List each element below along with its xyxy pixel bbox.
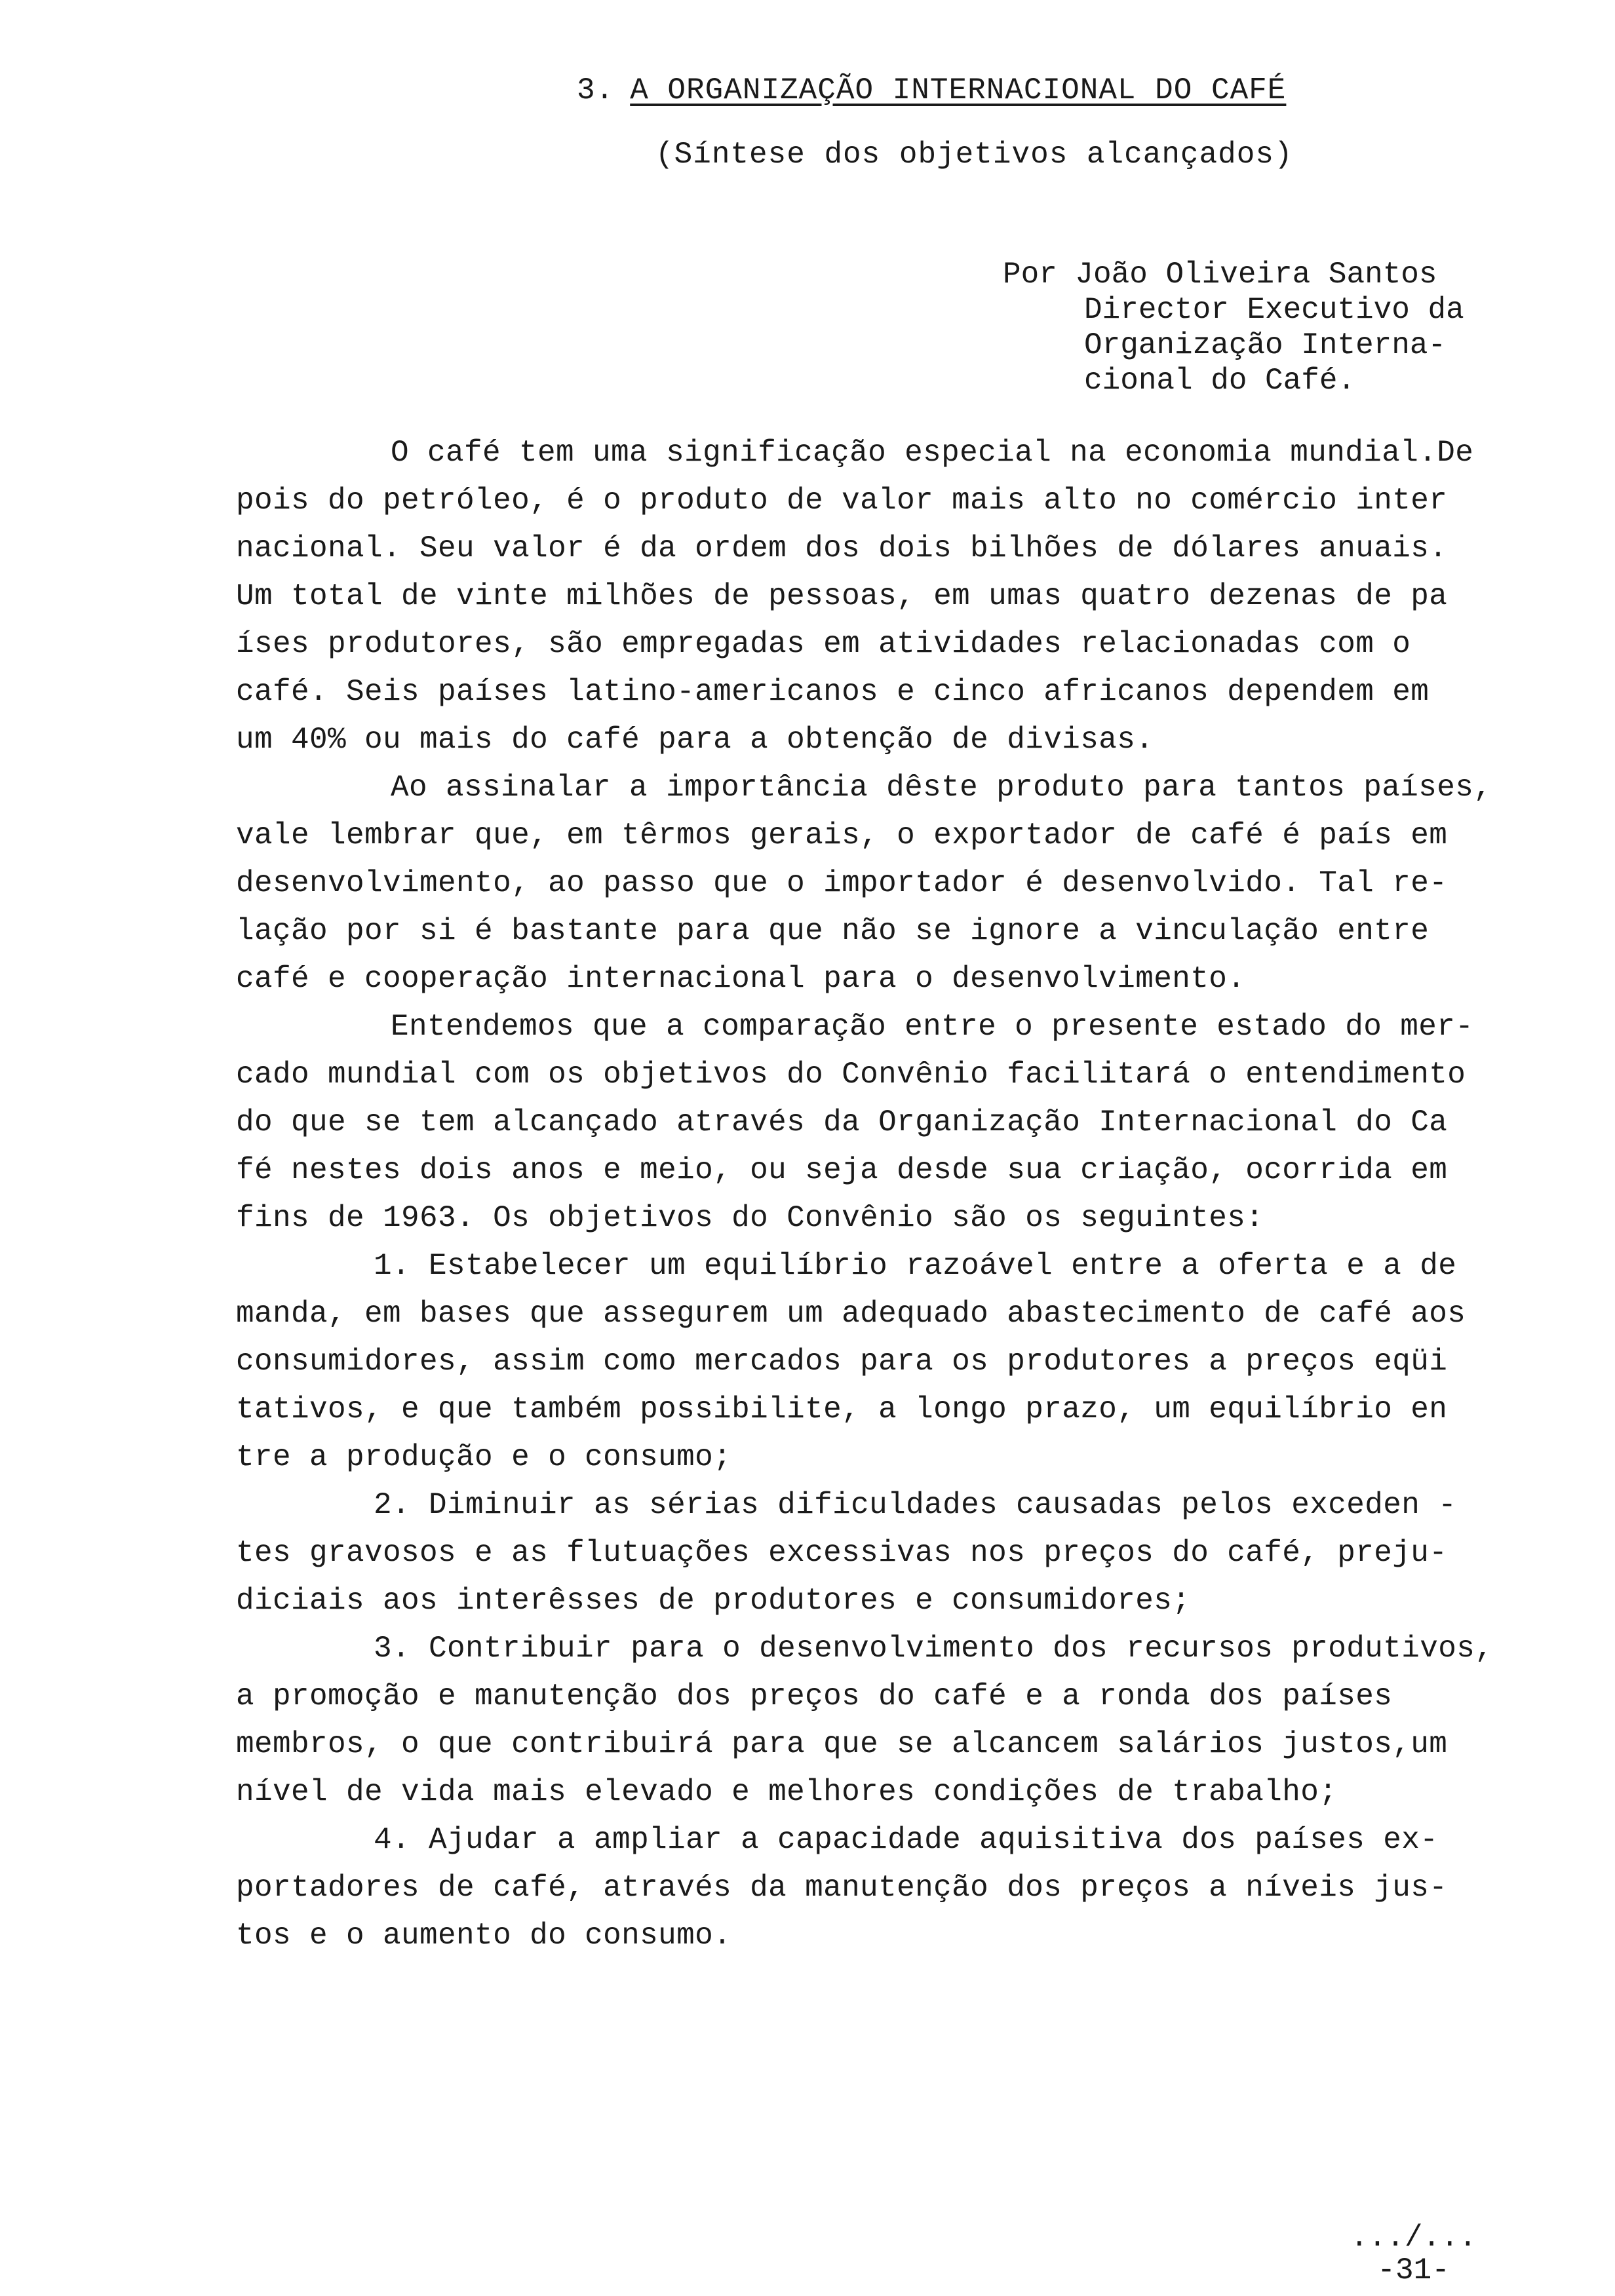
text-line: 1. Estabelecer um equilíbrio razoável entre a oferta e a de: [374, 1249, 1457, 1283]
text-line: íses produtores, são empregadas em atividades relacionadas com o: [236, 627, 1411, 661]
text-line: a promoção e manutenção dos preços do café e a ronda dos países: [236, 1679, 1393, 1713]
author-byline: [1003, 257, 1464, 398]
text-line: nacional. Seu valor é da ordem dos dois bilhões de dólares anuais.: [236, 531, 1448, 565]
subtitle: (Síntese dos objetivos alcançados): [655, 138, 1293, 172]
body-text: [236, 429, 1553, 1960]
text-line: Ao assinalar a importância dêste produto para tantos países,: [391, 771, 1492, 805]
text-line: membros, o que contribuirá para que se alcancem salários justos,um: [236, 1727, 1448, 1761]
text-line: café. Seis países latino-americanos e cinco africanos dependem em: [236, 675, 1430, 709]
text-line: Um total de vinte milhões de pessoas, em umas quatro dezenas de pa: [236, 579, 1448, 613]
section-title: [577, 73, 1286, 107]
text-line: 3. Contribuir para o desenvolvimento dos recursos produtivos,: [374, 1632, 1494, 1666]
text-line: 4. Ajudar a ampliar a capacidade aquisitiva dos países ex-: [374, 1823, 1439, 1857]
text-line: fins de 1963. Os objetivos do Convênio são os seguintes:: [236, 1201, 1264, 1235]
page-number: -31-: [1377, 2253, 1450, 2287]
text-line: tativos, e que também possibilite, a longo prazo, um equilíbrio en: [236, 1392, 1448, 1426]
byline-line: cional do Café.: [1084, 364, 1356, 398]
text-line: nível de vida mais elevado e melhores condições de trabalho;: [236, 1775, 1338, 1809]
continuation-mark: .../...: [1350, 2221, 1477, 2255]
title-text: A ORGANIZAÇÃO INTERNACIONAL DO CAFÉ: [630, 73, 1287, 107]
text-line: consumidores, assim como mercados para os produtores a preços eqüi: [236, 1345, 1448, 1379]
page-footer: [1350, 2221, 1477, 2287]
text-line: 2. Diminuir as sérias dificuldades causadas pelos exceden -: [374, 1488, 1457, 1522]
text-line: café e cooperação internacional para o desenvolvimento.: [236, 962, 1246, 996]
text-line: O café tem uma significação especial na economia mundial.De: [391, 436, 1474, 470]
byline-line: Organização Interna-: [1084, 328, 1447, 362]
section-number: 3.: [577, 73, 615, 107]
text-line: diciais aos interêsses de produtores e consumidores;: [236, 1584, 1191, 1618]
text-line: desenvolvimento, ao passo que o importador é desenvolvido. Tal re-: [236, 866, 1448, 900]
text-line: vale lembrar que, em têrmos gerais, o exportador de café é país em: [236, 818, 1448, 852]
text-line: portadores de café, através da manutenção dos preços a níveis jus-: [236, 1871, 1448, 1905]
text-line: pois do petróleo, é o produto de valor mais alto no comércio inter: [236, 484, 1448, 518]
text-line: do que se tem alcançado através da Organização Internacional do Ca: [236, 1105, 1448, 1139]
byline-line: Director Executivo da: [1084, 293, 1464, 327]
text-line: manda, em bases que assegurem um adequado abastecimento de café aos: [236, 1297, 1466, 1331]
byline-line: Por João Oliveira Santos: [1003, 258, 1437, 292]
text-line: lação por si é bastante para que não se ignore a vinculação entre: [236, 914, 1430, 948]
text-line: tre a produção e o consumo;: [236, 1440, 732, 1474]
text-line: cado mundial com os objetivos do Convênio facilitará o entendimento: [236, 1058, 1466, 1092]
text-line: Entendemos que a comparação entre o presente estado do mer-: [391, 1010, 1474, 1044]
text-line: tes gravosos e as flutuações excessivas nos preços do café, preju-: [236, 1536, 1448, 1570]
text-line: tos e o aumento do consumo.: [236, 1919, 732, 1953]
text-line: fé nestes dois anos e meio, ou seja desde sua criação, ocorrida em: [236, 1153, 1448, 1187]
text-line: um 40% ou mais do café para a obtenção de divisas.: [236, 723, 1154, 757]
